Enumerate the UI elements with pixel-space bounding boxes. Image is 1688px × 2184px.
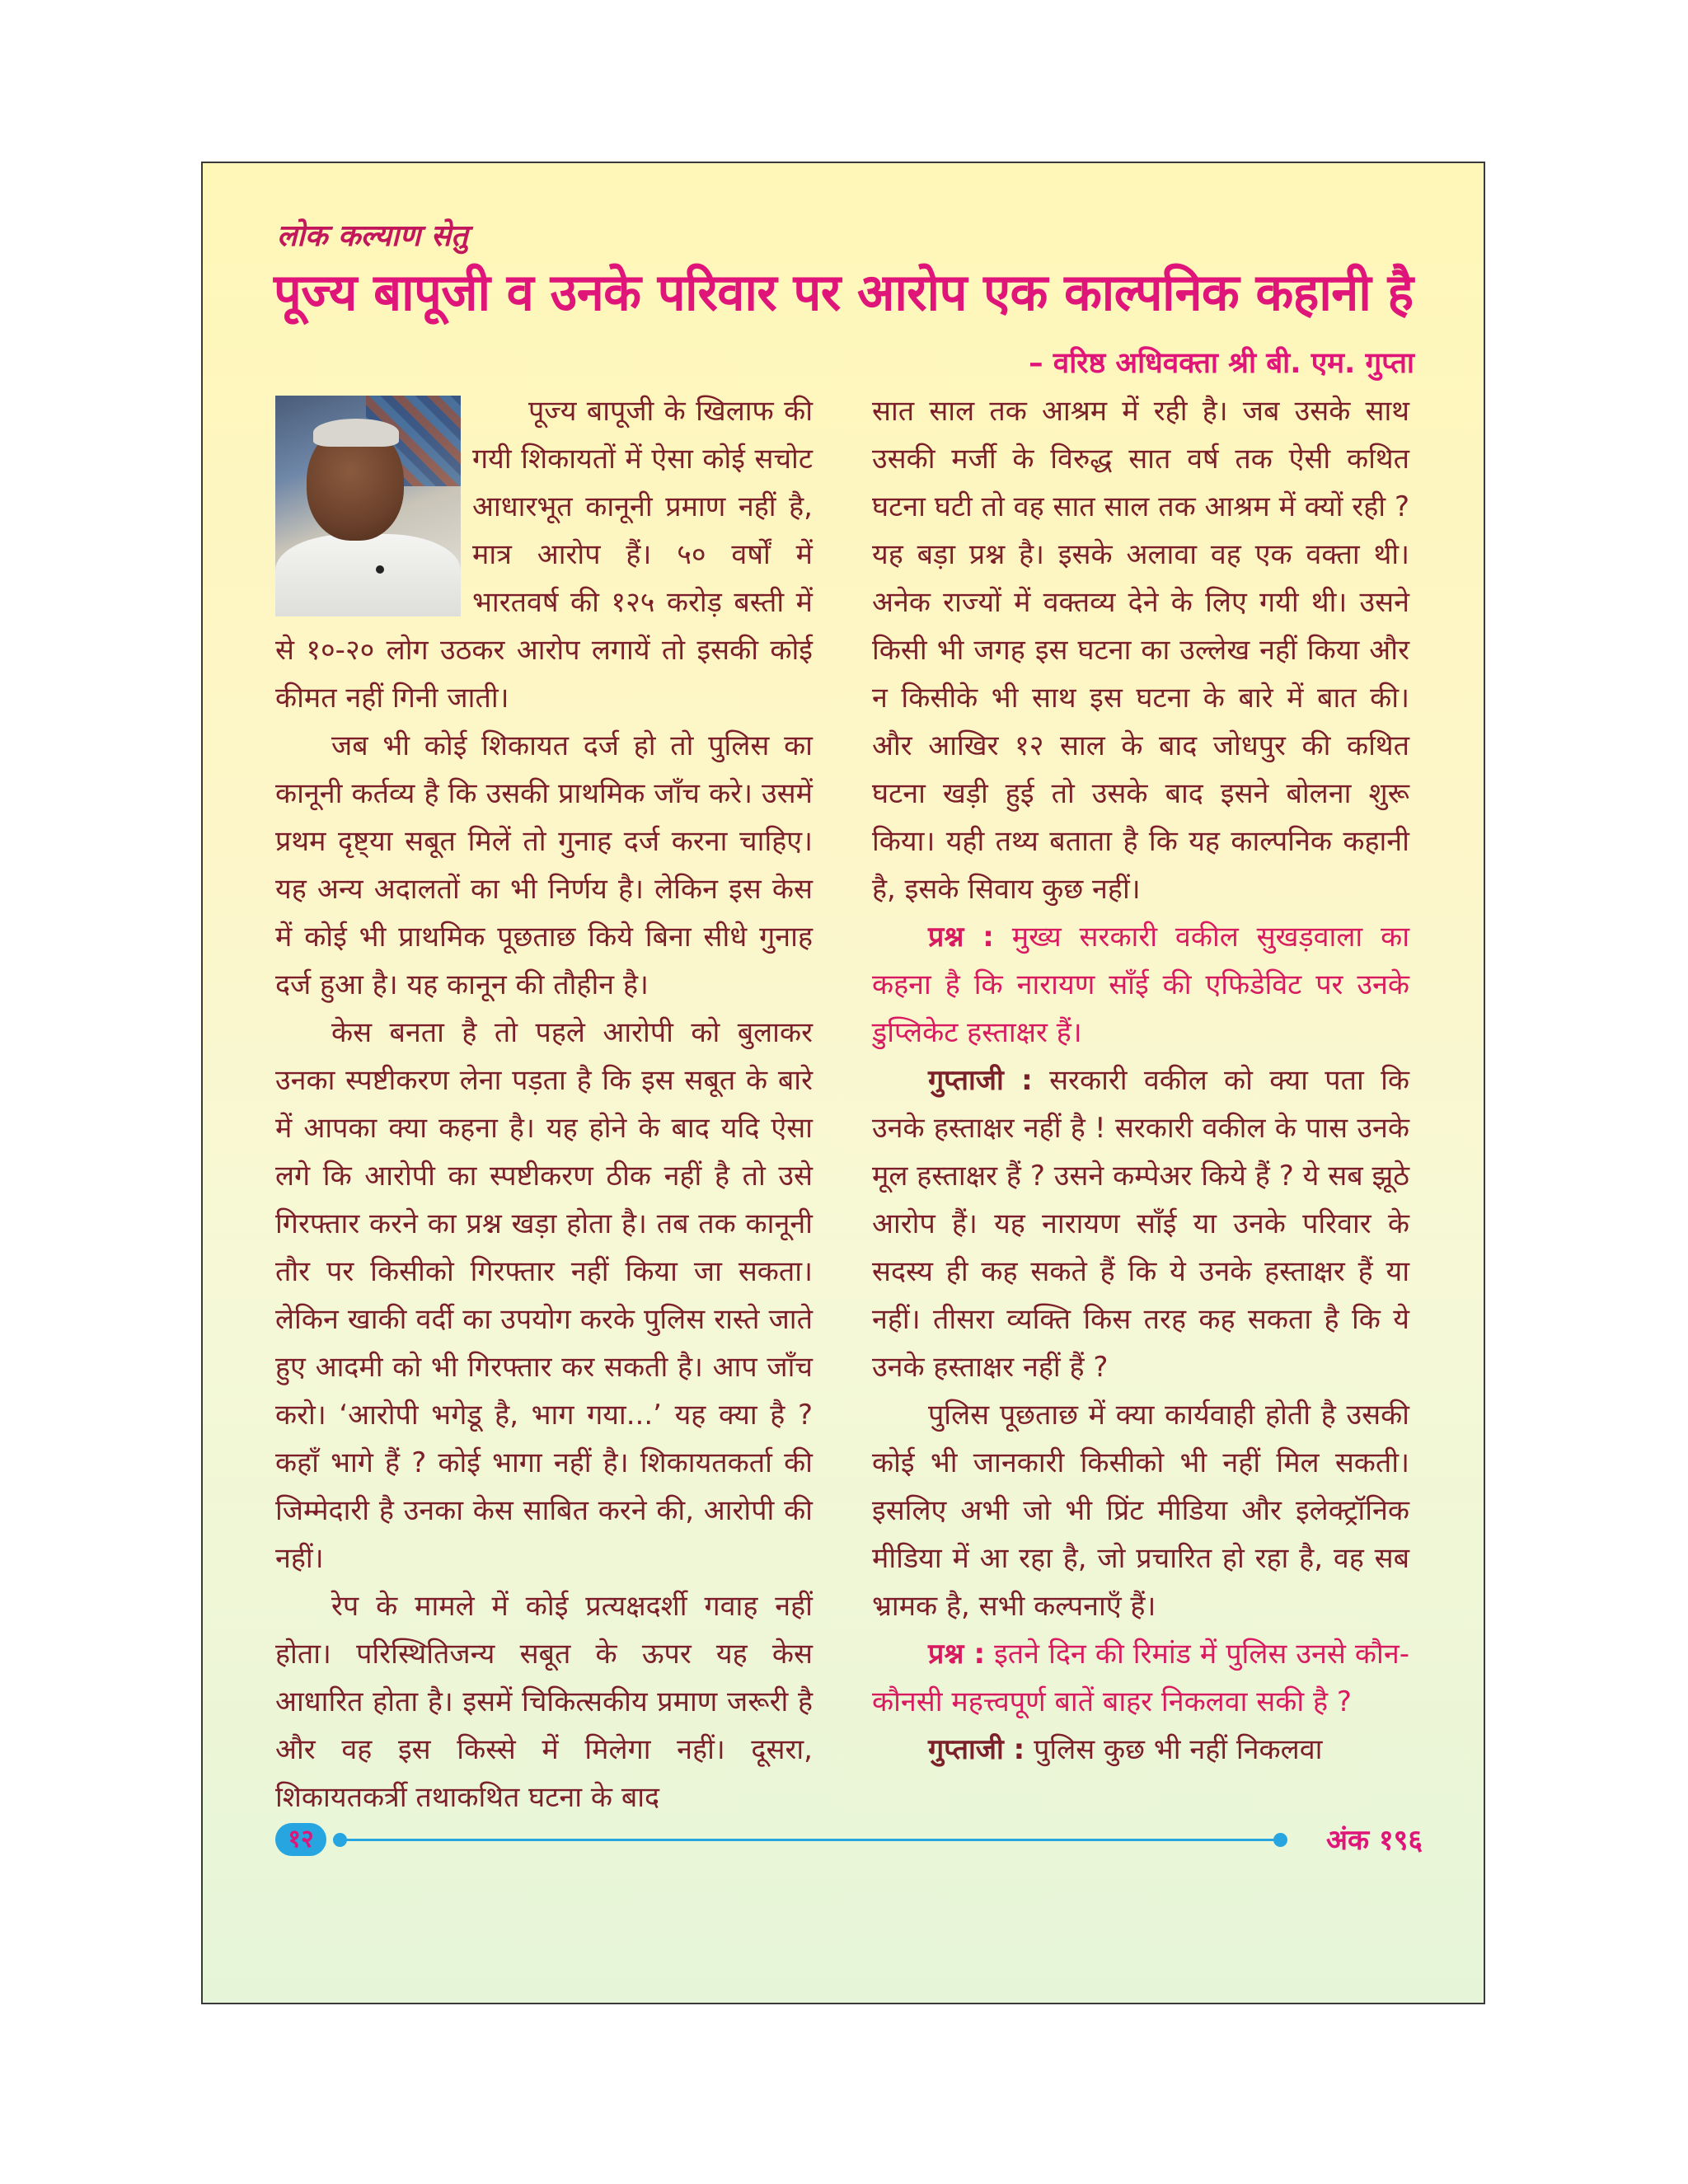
magazine-page <box>201 162 1485 2004</box>
paragraph: रेप के मामले में कोई प्रत्यक्षदर्शी गवाह नहीं होता। परिस्थितिजन्य सबूत के ऊपर यह केस आधारित होता है। इसमें चिकित्सकीय प्रमाण जरूरी है और वह इस किस्से में मिलेगा नहीं। दूसरा, शिकायतकर्त्री तथाकथित घटना के बाद <box>275 1590 813 1814</box>
paragraph: पूज्य बापूजी के खिलाफ की गयी शिकायतों में ऐसा कोई सचोट आधारभूत कानूनी प्रमाण नहीं है, मात्र आरोप हैं। ५० वर्षों में भारतवर्ष की १२५ करोड़ बस्ती में से १०-२० लोग उठकर आरोप लगायें तो इसकी कोई कीमत नहीं गिनी जाती। <box>275 395 813 715</box>
page-number: १२ <box>275 1823 326 1856</box>
issue-number: अंक १९६ <box>1326 1824 1423 1857</box>
right-column <box>872 387 1409 1774</box>
question-label: प्रश्न : <box>928 921 994 954</box>
dot-icon <box>333 1833 347 1847</box>
paragraph: केस बनता है तो पहले आरोपी को बुलाकर उनका स्पष्टीकरण लेना पड़ता है कि इस सबूत के बारे में आपका क्या कहना है। यह होने के बाद यदि ऐसा लगे कि आरोपी का स्पष्टीकरण ठीक नहीं है तो उसे गिरफ्तार करने का प्रश्न खड़ा होता है। तब तक कानूनी तौर पर किसीको गिरफ्तार नहीं किया जा सकता। लेकिन खाकी वर्दी का उपयोग करके पुलिस रास्ते जाते हुए आदमी को भी गिरफ्तार कर सकती है। आप जाँच करो। ‘आरोपी भगेडू है, भाग गया...’ यह क्या है ? कहाँ भागे हैं ? कोई भागा नहीं है। शिकायतकर्ता की जिम्मेदारी है उनका केस साबित करने की, आरोपी की नहीं। <box>275 1016 813 1575</box>
article-byline: – वरिष्ठ अधिवक्ता श्री बी. एम. गुप्ता <box>1029 347 1414 380</box>
left-column <box>275 387 813 1821</box>
answer-paragraph <box>872 1726 1409 1774</box>
article-title: पूज्य बापूजी व उनके परिवार पर आरोप एक काल्पनिक कहानी है <box>274 262 1414 322</box>
footer-divider <box>340 1839 1281 1841</box>
question-text: मुख्य सरकारी वकील सुखड़वाला का कहना है कि नारायण साँई की एफिडेविट पर उनके डुप्लिकेट हस्ताक्षर हैं। <box>872 921 1409 1049</box>
section-name: लोक कल्याण सेतु <box>277 218 468 253</box>
question-paragraph <box>872 1630 1409 1726</box>
answer-label: गुप्ताजी : <box>928 1733 1025 1766</box>
answer-paragraph <box>872 1057 1409 1391</box>
paragraph: सात साल तक आश्रम में रही है। जब उसके साथ उसकी मर्जी के विरुद्ध सात वर्ष तक ऐसी कथित घटना घटी तो वह सात साल तक आश्रम में क्यों रही ? यह बड़ा प्रश्न है। इसके अलावा वह एक वक्ता थी। अनेक राज्यों में वक्तव्य देने के लिए गयी थी। उसने किसी भी जगह इस घटना का उल्लेख नहीं किया और न किसीके भी साथ इस घटना के बारे में बात की। और आखिर १२ साल के बाद जोधपुर की कथित घटना खड़ी हुई तो उसके बाद इसने बोलना शुरू किया। यही तथ्य बताता है कि यह काल्पनिक कहानी है, इसके सिवाय कुछ नहीं। <box>872 395 1409 906</box>
question-paragraph <box>872 913 1409 1057</box>
paragraph: जब भी कोई शिकायत दर्ज हो तो पुलिस का कानूनी कर्तव्य है कि उसकी प्राथमिक जाँच करे। उसमें प्रथम दृष्ट्या सबूत मिलें तो गुनाह दर्ज करना चाहिए। यह अन्य अदालतों का भी निर्णय है। लेकिन इस केस में कोई भी प्राथमिक पूछताछ किये बिना सीधे गुनाह दर्ज हुआ है। यह कानून की तौहीन है। <box>275 729 813 1001</box>
paragraph: पुलिस पूछताछ में क्या कार्यवाही होती है उसकी कोई भी जानकारी किसीको भी नहीं मिल सकती। इसलिए अभी जो भी प्रिंट मीडिया और इलेक्ट्रॉनिक मीडिया में आ रहा है, जो प्रचारित हो रहा है, वह सब भ्रामक है, सभी कल्पनाएँ हैं। <box>872 1399 1409 1623</box>
question-text: इतने दिन की रिमांड में पुलिस उनसे कौन-कौनसी महत्त्वपूर्ण बातें बाहर निकलवा सकी है ? <box>872 1638 1409 1718</box>
answer-text: पुलिस कुछ भी नहीं निकलवा <box>1034 1733 1323 1766</box>
answer-text: सरकारी वकील को क्या पता कि उनके हस्ताक्षर नहीं है ! सरकारी वकील के पास उनके मूल हस्ताक्षर हैं ? उसने कम्पेअर किये हैं ? ये सब झूठे आरोप हैं। यह नारायण साँई या उनके परिवार के सदस्य ही कह सकते हैं कि ये उनके हस्ताक्षर हैं या नहीं। तीसरा व्यक्ति किस तरह कह सकता है कि ये उनके हस्ताक्षर नहीं हैं ? <box>872 1064 1409 1384</box>
question-label: प्रश्न : <box>928 1638 986 1671</box>
dot-icon <box>1273 1833 1287 1847</box>
page-footer <box>275 1823 1423 1859</box>
person-portrait-icon <box>275 396 461 616</box>
answer-label: गुप्ताजी : <box>928 1064 1033 1097</box>
